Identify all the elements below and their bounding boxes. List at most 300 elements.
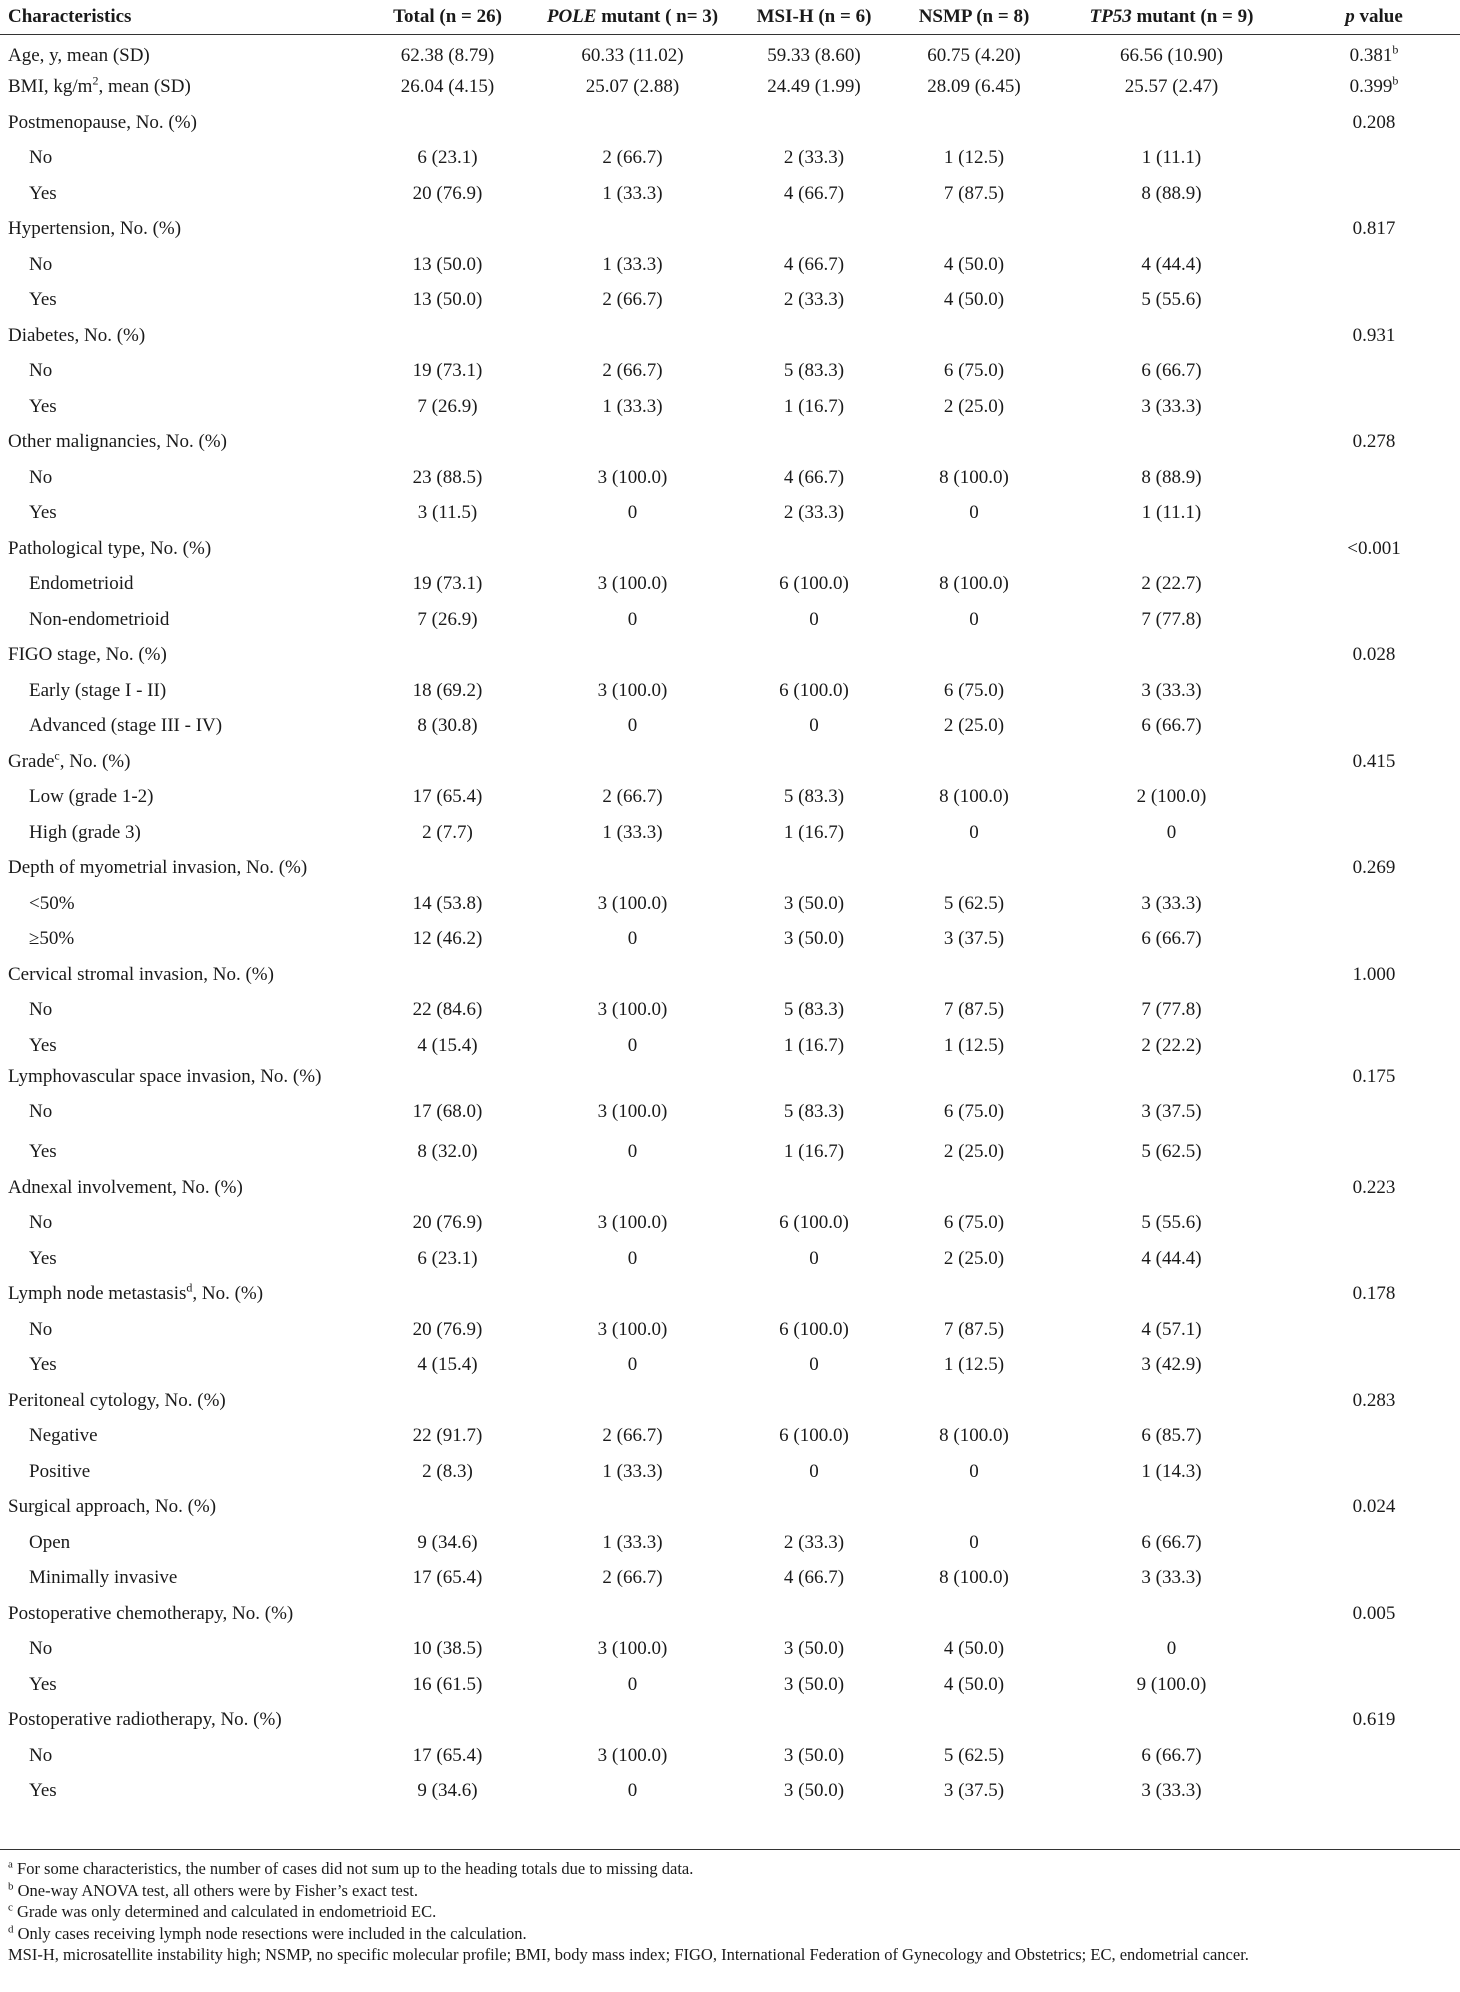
cell-msih-value: 3 (50.0) [783,1780,845,1802]
cell-pole [530,1028,735,1064]
row-label [0,744,365,780]
row-label [0,1490,365,1526]
cell-nsmp-value: 0 [969,502,979,524]
cell-pole-value: 1 (33.3) [602,821,663,843]
cell-total [365,602,530,638]
table-row [0,815,1460,851]
cell-p [1288,141,1460,177]
cell-nsmp [893,354,1055,390]
cell-total-value: 17 (65.4) [412,1744,483,1766]
row-label [0,1170,365,1206]
cell-total [365,1632,530,1668]
p-value-superscript: b [1392,42,1399,57]
cell-total-value: 18 (69.2) [412,679,483,701]
row-label-text: No [29,1101,53,1122]
cell-msih-value: 0 [809,608,819,630]
cell-nsmp [893,1383,1055,1419]
cell-p [1288,70,1460,106]
cell-nsmp [893,638,1055,674]
cell-pole [530,1596,735,1632]
row-label [0,496,365,532]
row-label-superscript: d [186,1280,193,1295]
cell-total-value: 6 (23.1) [417,147,478,169]
cell-tp53 [1055,851,1288,887]
cell-p [1288,709,1460,745]
cell-p [1288,1241,1460,1277]
cell-nsmp [893,1596,1055,1632]
cell-pole [530,354,735,390]
cell-p-value: 0.399 [1349,76,1393,98]
cell-nsmp-value: 3 (37.5) [943,928,1005,950]
cell-total [365,70,530,106]
cell-pole [530,1703,735,1739]
cell-tp53-value: 25.57 (2.47) [1124,76,1219,98]
cell-nsmp-value: 0 [969,821,979,843]
cell-total [365,212,530,248]
cell-pole-value: 25.07 (2.88) [585,76,680,98]
cell-tp53 [1055,1383,1288,1419]
cell-tp53 [1055,1454,1288,1490]
cell-tp53 [1055,744,1288,780]
row-label [0,1383,365,1419]
cell-msih [735,993,893,1029]
cell-nsmp-value: 28.09 (6.45) [927,76,1021,98]
row-label-text: No [29,999,53,1021]
cell-msih-value: 3 (50.0) [783,892,845,914]
cell-msih-value: 5 (83.3) [783,786,845,808]
table-row [0,1277,1460,1313]
cell-tp53-value: 6 (66.7) [1141,1531,1202,1553]
row-label-text: Endometrioid [29,573,134,595]
cell-nsmp [893,1454,1055,1490]
cell-tp53 [1055,1277,1288,1313]
cell-msih [735,176,893,212]
cell-total-value: 62.38 (8.79) [400,45,495,66]
header-pole-gene: POLE [546,5,597,27]
cell-pole [530,1099,735,1135]
cell-pole [530,638,735,674]
cell-nsmp [893,851,1055,887]
cell-nsmp [893,1525,1055,1561]
cell-p [1288,1454,1460,1490]
cell-tp53 [1055,1064,1288,1100]
cell-pole-value: 2 (66.7) [602,1425,663,1447]
cell-tp53 [1055,815,1288,851]
cell-nsmp [893,567,1055,603]
cell-nsmp [893,1632,1055,1668]
cell-msih-value: 6 (100.0) [779,1212,849,1234]
row-label-text: Lymph node metastasis [8,1283,187,1305]
table-row [0,638,1460,674]
cell-p [1288,815,1460,851]
cell-total-value: 4 (15.4) [417,1354,478,1376]
row-label-suffix: , No. (%) [192,1283,264,1305]
row-label [0,1667,365,1703]
header-pole [530,0,735,34]
cell-total-value: 26.04 (4.15) [400,76,495,98]
cell-nsmp [893,496,1055,532]
row-label-text: Grade [8,750,55,772]
cell-msih [735,602,893,638]
cell-p-value: 0.269 [1352,857,1396,879]
cell-p [1288,1703,1460,1739]
cell-p [1288,993,1460,1029]
cell-msih-value: 1 (16.7) [783,1141,845,1163]
row-label-text: Early (stage I - II) [29,679,167,701]
row-label [0,567,365,603]
cell-tp53-value: 8 (88.9) [1141,466,1202,488]
cell-msih [735,1490,893,1526]
cell-msih-value: 1 (16.7) [783,1034,845,1056]
cell-msih [735,1525,893,1561]
row-label [0,780,365,816]
cell-total [365,283,530,319]
cell-nsmp [893,744,1055,780]
cell-msih-value: 0 [809,1460,819,1482]
cell-tp53-value: 3 (33.3) [1141,679,1202,701]
cell-total [365,993,530,1029]
cell-p [1288,283,1460,319]
cell-total [365,1738,530,1774]
cell-total [365,1667,530,1703]
row-label-suffix: , mean (SD) [98,76,191,98]
cell-nsmp-value: 1 (12.5) [943,1034,1005,1056]
row-label [0,247,365,283]
row-label-text: Peritoneal cytology, No. (%) [8,1389,226,1411]
row-label [0,851,365,887]
row-label-text: Hypertension, No. (%) [8,218,182,240]
cell-tp53 [1055,1028,1288,1064]
cell-pole [530,318,735,354]
cell-msih [735,1596,893,1632]
cell-tp53 [1055,1312,1288,1348]
cell-tp53 [1055,1738,1288,1774]
cell-tp53 [1055,70,1288,106]
cell-p-value: 0.278 [1352,431,1396,453]
cell-total-value: 2 (7.7) [422,821,473,843]
cell-p [1288,176,1460,212]
cell-tp53 [1055,1774,1288,1810]
cell-nsmp-value: 5 (62.5) [943,1744,1005,1766]
cell-total [365,176,530,212]
header-p-value [1288,0,1460,34]
cell-total [365,567,530,603]
cell-pole [530,1170,735,1206]
row-label-text: Advanced (stage III - IV) [29,715,223,737]
table-row [0,1383,1460,1419]
cell-total-value: 20 (76.9) [412,1318,483,1340]
cell-tp53 [1055,1703,1288,1739]
table-row [0,1064,1460,1100]
footnote [8,1901,1249,1923]
cell-pole-value: 1 (33.3) [602,395,663,417]
cell-pole-value: 0 [627,1673,638,1695]
table-row [0,1170,1460,1206]
cell-msih [735,815,893,851]
cell-nsmp-value: 4 (50.0) [943,1638,1005,1660]
cell-msih [735,389,893,425]
row-label [0,1028,365,1064]
cell-tp53-value: 3 (37.5) [1141,1101,1202,1122]
cell-total [365,141,530,177]
cell-nsmp-value: 8 (100.0) [939,1425,1009,1447]
table-row [0,212,1460,248]
cell-pole [530,460,735,496]
header-nsmp: NSMP (n = 8) [893,0,1055,34]
cell-total-value: 20 (76.9) [412,182,483,204]
cell-pole [530,531,735,567]
row-label [0,105,365,141]
cell-tp53 [1055,1419,1288,1455]
cell-tp53-value: 3 (42.9) [1141,1354,1202,1376]
cell-tp53 [1055,1348,1288,1384]
cell-nsmp [893,602,1055,638]
cell-total [365,1525,530,1561]
cell-total-value: 22 (84.6) [412,999,483,1021]
cell-tp53 [1055,567,1288,603]
cell-tp53 [1055,389,1288,425]
cell-nsmp [893,460,1055,496]
cell-msih [735,1419,893,1455]
cell-pole-value: 3 (100.0) [597,1638,668,1660]
cell-pole [530,283,735,319]
cell-p [1288,496,1460,532]
cell-total-value: 2 (8.3) [422,1460,473,1482]
cell-pole [530,1774,735,1810]
table-row [0,141,1460,177]
cell-msih [735,673,893,709]
cell-pole [530,1525,735,1561]
cell-msih [735,1028,893,1064]
cell-msih-value: 6 (100.0) [779,1425,849,1447]
cell-total [365,496,530,532]
cell-nsmp-value: 2 (25.0) [943,715,1005,737]
cell-tp53-value: 6 (66.7) [1141,360,1202,382]
cell-msih-value: 3 (50.0) [783,1744,845,1766]
table-row [0,1703,1460,1739]
cell-tp53-value: 0 [1166,821,1177,843]
cell-msih [735,1135,893,1171]
table-row [0,425,1460,461]
table-row [0,1596,1460,1632]
row-label-text: Depth of myometrial invasion, No. (%) [8,857,308,879]
cell-msih [735,425,893,461]
cell-p [1288,1774,1460,1810]
cell-total-value: 17 (68.0) [412,1101,483,1122]
cell-pole [530,993,735,1029]
row-label-text: No [29,1318,53,1340]
cell-msih-value: 5 (83.3) [783,1101,845,1122]
cell-tp53-value: 4 (44.4) [1141,1247,1202,1269]
cell-tp53 [1055,176,1288,212]
cell-msih [735,922,893,958]
row-label [0,389,365,425]
row-label [0,957,365,993]
table-row [0,496,1460,532]
row-label-text: High (grade 3) [29,821,141,843]
table-row [0,709,1460,745]
cell-pole-value: 2 (66.7) [602,1567,663,1589]
cell-pole-value: 0 [627,1141,638,1163]
cell-msih [735,318,893,354]
cell-tp53 [1055,531,1288,567]
cell-tp53 [1055,886,1288,922]
cell-pole [530,105,735,141]
table-row [0,1525,1460,1561]
cell-p [1288,1525,1460,1561]
cell-pole-value: 2 (66.7) [602,147,663,169]
cell-pole-value: 3 (100.0) [597,1318,668,1340]
row-label [0,815,365,851]
cell-msih [735,354,893,390]
cell-tp53 [1055,247,1288,283]
cell-p [1288,851,1460,887]
cell-total-value: 19 (73.1) [412,573,483,595]
cell-nsmp [893,176,1055,212]
cell-pole-value: 1 (33.3) [602,182,663,204]
cell-msih-value: 5 (83.3) [783,360,845,382]
row-label-text: Negative [29,1425,98,1447]
cell-pole [530,247,735,283]
table-row [0,283,1460,319]
row-label-text: Lymphovascular space invasion, No. (%) [8,1065,322,1087]
cell-nsmp-value: 1 (12.5) [943,1354,1005,1376]
cell-nsmp-value: 2 (25.0) [943,1247,1005,1269]
table-row [0,1667,1460,1703]
cell-msih [735,105,893,141]
row-label [0,673,365,709]
table-row [0,1135,1460,1171]
cell-tp53 [1055,318,1288,354]
cell-pole [530,34,735,70]
cell-nsmp-value: 0 [969,608,979,630]
row-label-text: No [29,147,53,169]
header-characteristics: Characteristics [0,0,365,34]
cell-nsmp [893,1277,1055,1313]
table-row [0,176,1460,212]
cell-total-value: 20 (76.9) [412,1212,483,1234]
table-row [0,602,1460,638]
cell-p [1288,531,1460,567]
footnote-text: Grade was only determined and calculated in endometrioid EC. [12,1902,437,1921]
cell-tp53 [1055,1525,1288,1561]
cell-nsmp-value: 2 (25.0) [943,395,1005,417]
cell-msih [735,1099,893,1135]
header-tp53 [1055,0,1288,34]
cell-tp53-value: 3 (33.3) [1141,892,1202,914]
row-label [0,1596,365,1632]
cell-tp53 [1055,1241,1288,1277]
cell-total [365,886,530,922]
cell-pole [530,1277,735,1313]
row-label-text: Diabetes, No. (%) [8,324,146,346]
row-label [0,886,365,922]
row-label-text: Minimally invasive [29,1567,178,1589]
cell-msih [735,1277,893,1313]
cell-total-value: 8 (30.8) [417,715,478,737]
cell-tp53 [1055,780,1288,816]
cell-total [365,1241,530,1277]
cell-tp53-value: 1 (11.1) [1141,502,1202,524]
cell-nsmp [893,318,1055,354]
table-row [0,389,1460,425]
cell-pole [530,1206,735,1242]
cell-p [1288,247,1460,283]
cell-pole-value: 0 [627,502,638,524]
row-label [0,318,365,354]
cell-nsmp [893,815,1055,851]
cell-pole [530,567,735,603]
cell-pole [530,709,735,745]
header-pole-rest: mutant ( n= 3) [596,5,719,27]
cell-nsmp-value: 8 (100.0) [939,786,1009,808]
cell-pole [530,1312,735,1348]
row-label [0,531,365,567]
cell-pole-value: 1 (33.3) [602,253,663,275]
cell-nsmp [893,34,1055,70]
row-label [0,1561,365,1597]
cell-total [365,1703,530,1739]
header-p-rest: value [1354,5,1403,27]
cell-p [1288,1667,1460,1703]
row-label-text: Postmenopause, No. (%) [8,111,197,133]
cell-msih-value: 24.49 (1.99) [767,76,861,98]
cell-msih [735,496,893,532]
cell-pole [530,141,735,177]
cell-p [1288,425,1460,461]
cell-p-value: 0.208 [1352,111,1396,133]
cell-msih [735,1774,893,1810]
cell-msih [735,1348,893,1384]
row-label-text: <50% [29,892,75,914]
cell-pole-value: 3 (100.0) [597,1212,668,1234]
row-label [0,460,365,496]
row-label-text: Yes [29,1247,57,1269]
table-row [0,567,1460,603]
cell-pole [530,957,735,993]
cell-total [365,105,530,141]
row-label-text: FIGO stage, No. (%) [8,644,167,666]
cell-p-value: 0.381 [1349,45,1393,66]
table-row [0,780,1460,816]
p-value-superscript: b [1392,73,1399,88]
cell-msih-value: 0 [809,715,819,737]
table-header [0,0,1460,34]
footnote-text: MSI-H, microsatellite instability high; NSMP, no specific molecular profile; BMI, body mass index; FIGO, International Federation of Gynecology and Obstetrics; EC, endometrial cancer. [8,1945,1249,1964]
row-label [0,141,365,177]
cell-msih [735,780,893,816]
table-row [0,1206,1460,1242]
cell-msih [735,460,893,496]
cell-p [1288,1419,1460,1455]
cell-tp53 [1055,922,1288,958]
cell-total [365,1099,530,1135]
table-row [0,1774,1460,1810]
cell-total [365,1490,530,1526]
cell-p [1288,1312,1460,1348]
row-label [0,283,365,319]
table-row [0,1348,1460,1384]
cell-p [1288,1561,1460,1597]
cell-p-value: 0.178 [1352,1283,1396,1305]
cell-nsmp-value: 5 (62.5) [943,892,1005,914]
cell-tp53-value: 0 [1166,1638,1177,1660]
cell-p [1288,354,1460,390]
row-label-text: No [29,1638,53,1660]
table-row [0,105,1460,141]
cell-msih [735,1703,893,1739]
cell-tp53 [1055,638,1288,674]
